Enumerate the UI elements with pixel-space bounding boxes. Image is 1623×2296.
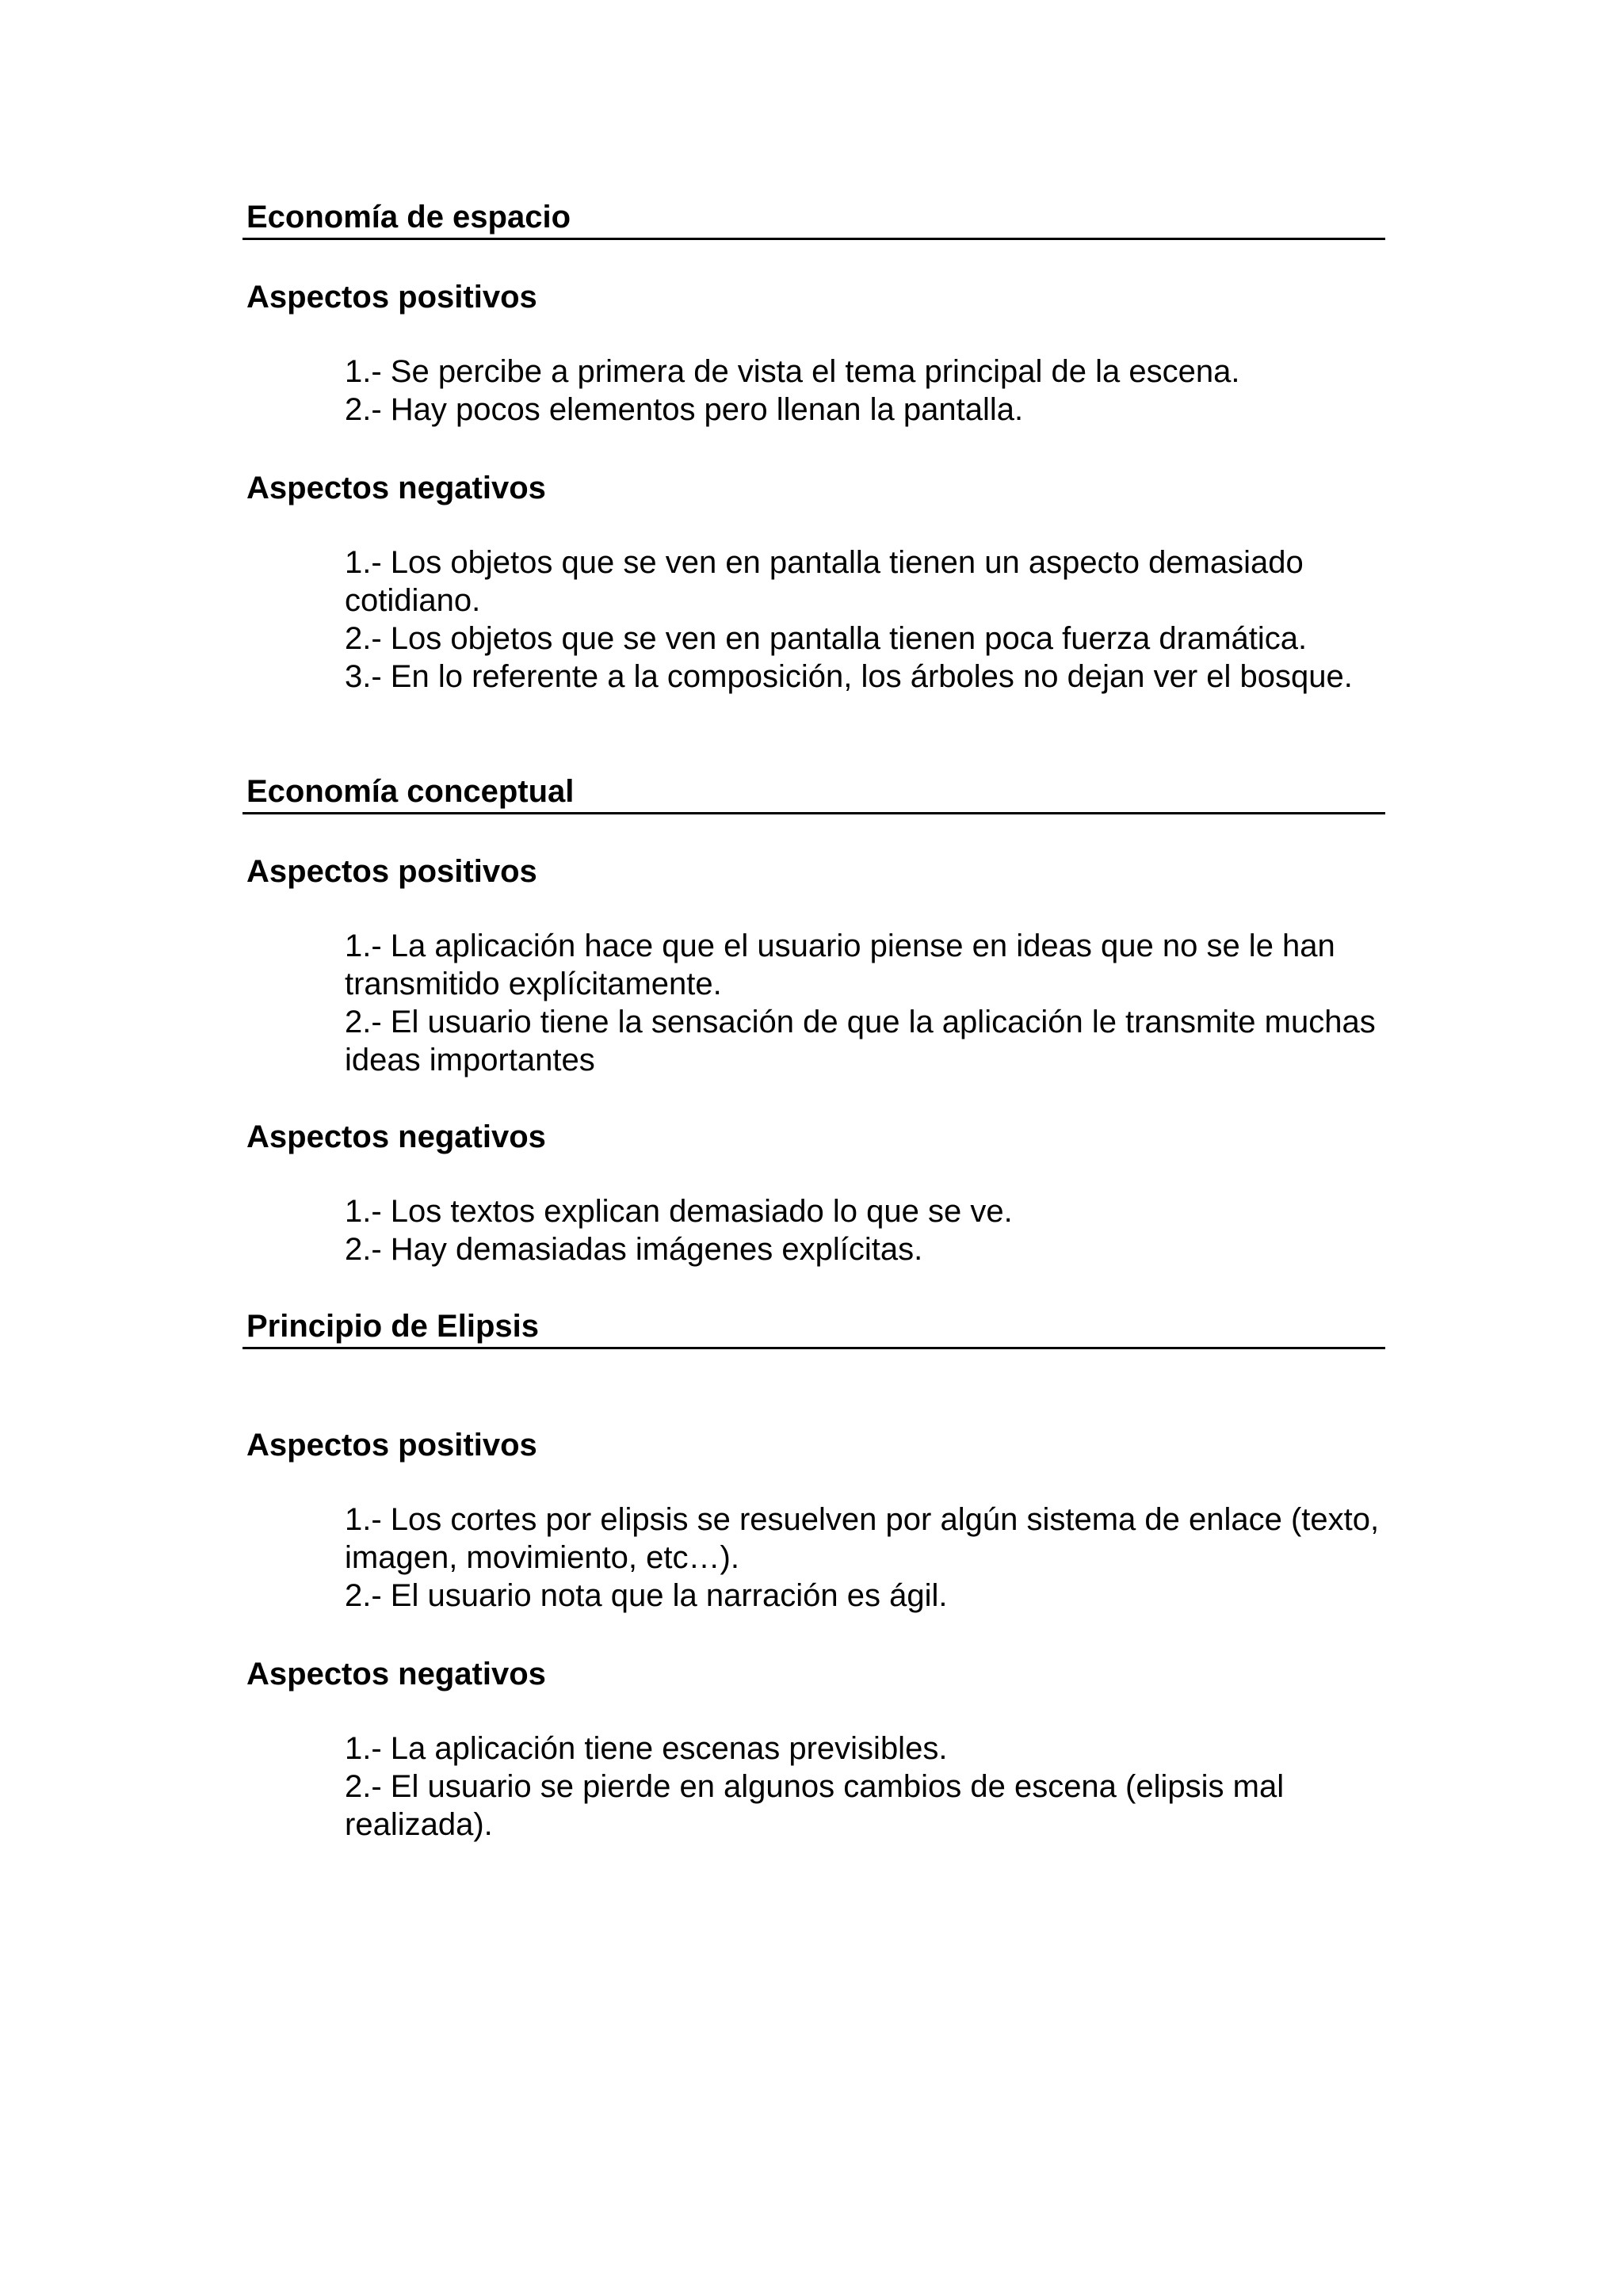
section-divider — [242, 812, 1385, 814]
list-item: 2.- El usuario nota que la narración es ágil. — [345, 1578, 948, 1613]
list-item: 2.- Los objetos que se ven en pantalla tienen poca fuerza dramática. — [345, 621, 1308, 656]
section-divider — [242, 238, 1385, 240]
section-title: Principio de Elipsis — [246, 1309, 539, 1344]
section-title: Economía conceptual — [246, 774, 575, 809]
positives-heading: Aspectos positivos — [246, 280, 537, 315]
section-title: Economía de espacio — [246, 200, 571, 235]
negatives-list — [345, 543, 1391, 696]
list-item: 1.- Los cortes por elipsis se resuelven por algún sistema de enlace (texto, imagen, movimiento, etc…). — [345, 1502, 1380, 1575]
section-divider — [242, 1347, 1385, 1349]
list-item: 2.- El usuario se pierde en algunos cambios de escena (elipsis mal realizada). — [345, 1769, 1285, 1842]
positives-list — [345, 1501, 1391, 1615]
list-item: 3.- En lo referente a la composición, los árboles no dejan ver el bosque. — [345, 659, 1353, 694]
negatives-heading: Aspectos negativos — [246, 471, 546, 505]
positives-heading: Aspectos positivos — [246, 1428, 537, 1463]
list-item: 2.- El usuario tiene la sensación de que la aplicación le transmite muchas ideas importantes — [345, 1005, 1376, 1077]
negatives-list — [345, 1192, 1391, 1268]
positives-heading: Aspectos positivos — [246, 854, 537, 889]
list-item: 2.- Hay pocos elementos pero llenan la pantalla. — [345, 392, 1024, 427]
list-item: 1.- Se percibe a primera de vista el tema principal de la escena. — [345, 354, 1240, 389]
list-item: 1.- La aplicación hace que el usuario piense en ideas que no se le han transmitido explícitamente. — [345, 929, 1335, 1001]
negatives-list — [345, 1730, 1391, 1844]
list-item: 1.- La aplicación tiene escenas previsibles. — [345, 1731, 948, 1766]
list-item: 2.- Hay demasiadas imágenes explícitas. — [345, 1232, 923, 1267]
list-item: 1.- Los objetos que se ven en pantalla tienen un aspecto demasiado cotidiano. — [345, 545, 1304, 618]
list-item: 1.- Los textos explican demasiado lo que se ve. — [345, 1194, 1013, 1229]
positives-list — [345, 353, 1391, 429]
positives-list — [345, 927, 1391, 1079]
negatives-heading: Aspectos negativos — [246, 1119, 546, 1154]
negatives-heading: Aspectos negativos — [246, 1657, 546, 1691]
